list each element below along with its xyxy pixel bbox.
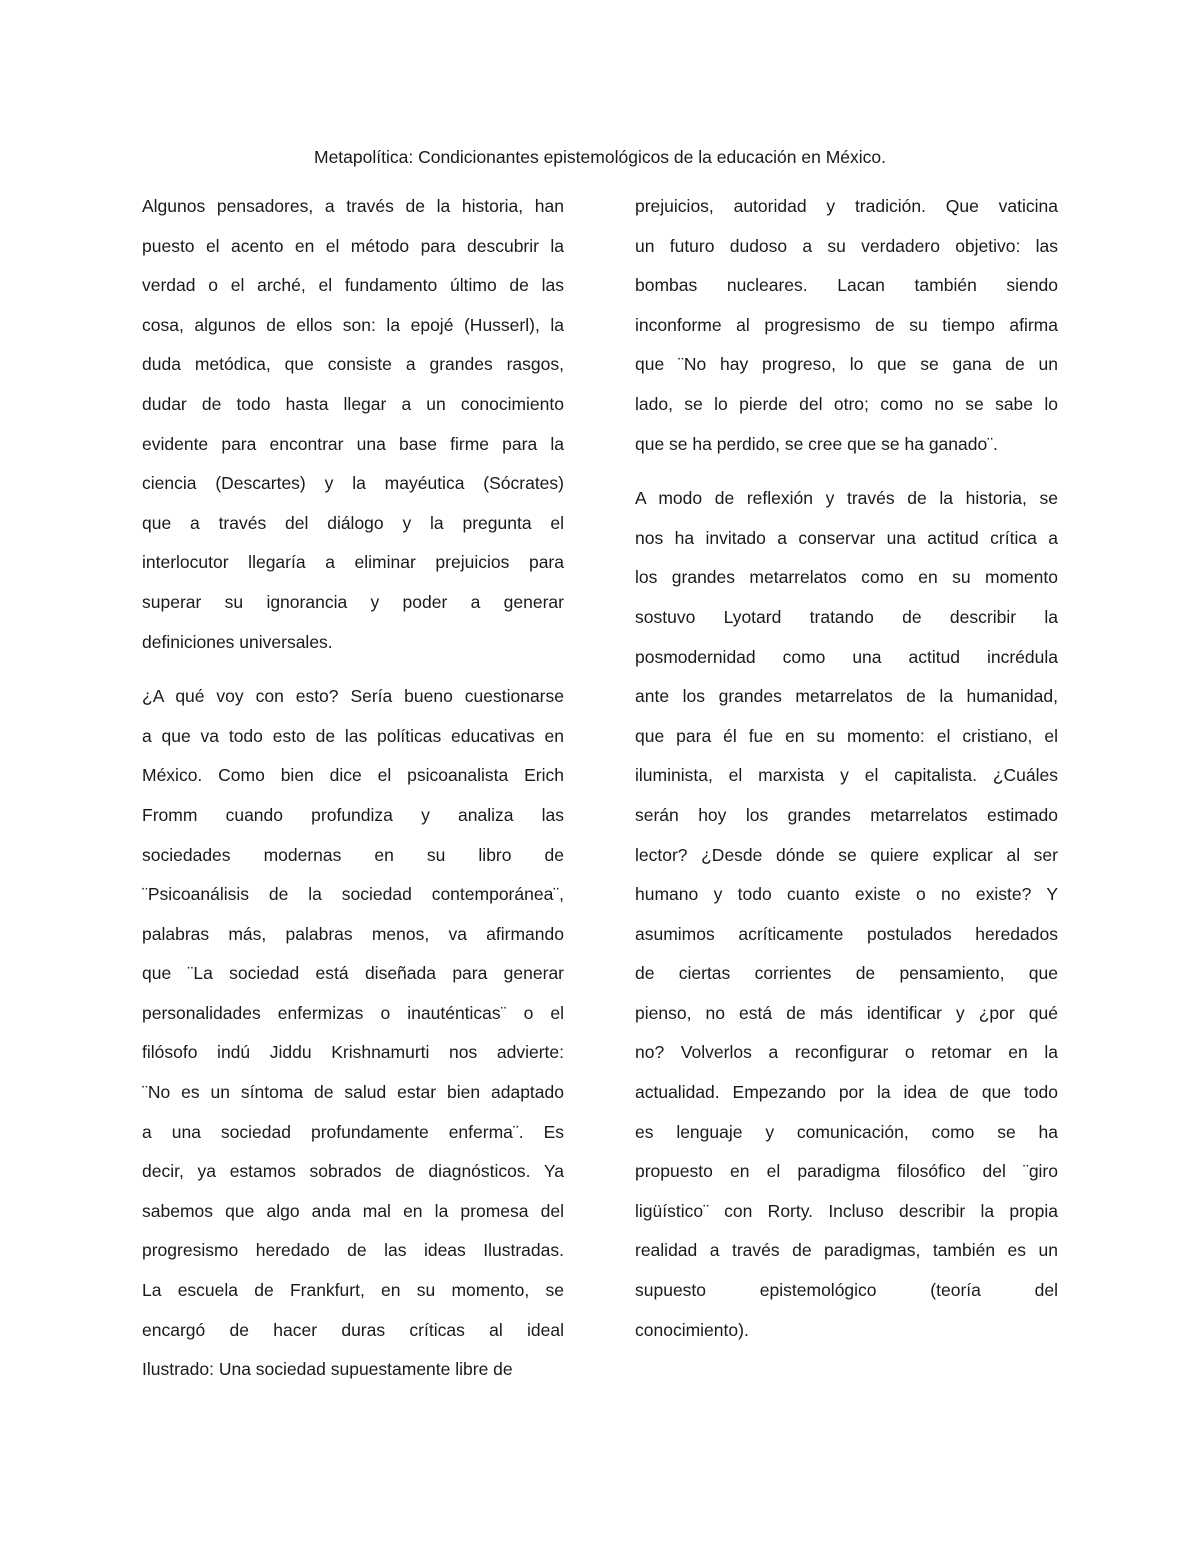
paragraph-line: La escuela de Frankfurt, en su momento, se (142, 1280, 564, 1301)
paragraph-line: propuesto en el paradigma filosófico del ¨giro (635, 1161, 1058, 1182)
paragraph-line: posmodernidad como una actitud incrédula (635, 646, 1058, 667)
right-column (635, 187, 1058, 1365)
paragraph-line: realidad a través de paradigmas, también es un (635, 1240, 1058, 1261)
paragraph-line: definiciones universales. (142, 631, 333, 652)
left-column (142, 187, 564, 1405)
paragraph-line: bombas nucleares. Lacan también siendo (635, 275, 1058, 296)
paragraph-line: sociedades modernas en su libro de (142, 844, 564, 865)
paragraph-line: palabras más, palabras menos, va afirmando (142, 923, 564, 944)
paragraph-line: que se ha perdido, se cree que se ha ganado¨. (635, 433, 998, 454)
paragraph-line: inconforme al progresismo de su tiempo afirma (635, 314, 1058, 335)
paragraph-line: evidente para encontrar una base firme para la (142, 433, 564, 454)
paragraph (142, 677, 564, 1390)
paragraph-line: iluminista, el marxista y el capitalista. ¿Cuáles (635, 765, 1058, 786)
paragraph-line: actualidad. Empezando por la idea de que todo (635, 1082, 1058, 1103)
paragraph-line: que ¨La sociedad está diseñada para generar (142, 963, 564, 984)
paragraph-line: personalidades enfermizas o inauténticas¨ o el (142, 1002, 564, 1023)
paragraph-line: es lenguaje y comunicación, como se ha (635, 1121, 1058, 1142)
paragraph-line: de ciertas corrientes de pensamiento, que (635, 963, 1058, 984)
paragraph-line: A modo de reflexión y través de la historia, se (635, 488, 1058, 509)
paragraph-line: ligüístico¨ con Rorty. Incluso describir la propia (635, 1200, 1058, 1221)
paragraph-line: supuesto epistemológico (teoría del (635, 1280, 1058, 1301)
document-title: Metapolítica: Condicionantes epistemológicos de la educación en México. (314, 147, 886, 167)
paragraph-line: filósofo indú Jiddu Krishnamurti nos advierte: (142, 1042, 564, 1063)
paragraph (635, 479, 1058, 1350)
paragraph-line: sostuvo Lyotard tratando de describir la (635, 606, 1058, 627)
paragraph-line: verdad o el arché, el fundamento último de las (142, 275, 564, 296)
paragraph-line: superar su ignorancia y poder a generar (142, 591, 564, 612)
paragraph-line: ¿A qué voy con esto? Sería bueno cuestionarse (142, 686, 564, 707)
paragraph-line: cosa, algunos de ellos son: la epojé (Husserl), la (142, 314, 564, 335)
paragraph-line: lado, se lo pierde del otro; como no se sabe lo (635, 393, 1058, 414)
paragraph-line: que a través del diálogo y la pregunta el (142, 512, 564, 533)
paragraph-line: decir, ya estamos sobrados de diagnósticos. Ya (142, 1161, 564, 1182)
paragraph-line: serán hoy los grandes metarrelatos estimado (635, 804, 1058, 825)
paragraph-line: encargó de hacer duras críticas al ideal (142, 1319, 564, 1340)
paragraph (635, 187, 1058, 464)
paragraph-line: prejuicios, autoridad y tradición. Que vaticina (635, 196, 1058, 216)
paragraph-line: un futuro dudoso a su verdadero objetivo: las (635, 235, 1058, 256)
paragraph-line: progresismo heredado de las ideas Ilustradas. (142, 1240, 564, 1261)
paragraph-line: humano y todo cuanto existe o no existe? Y (635, 884, 1058, 905)
paragraph-line: los grandes metarrelatos como en su momento (635, 567, 1058, 588)
paragraph-line: Fromm cuando profundiza y analiza las (142, 804, 564, 825)
paragraph-line: Ilustrado: Una sociedad supuestamente libre de (142, 1359, 513, 1380)
paragraph-line: lector? ¿Desde dónde se quiere explicar al ser (635, 844, 1058, 865)
paragraph-line: México. Como bien dice el psicoanalista Erich (142, 765, 564, 786)
paragraph-line: a que va todo esto de las políticas educativas en (142, 725, 564, 746)
paragraph-line: dudar de todo hasta llegar a un conocimiento (142, 393, 564, 414)
paragraph (142, 187, 564, 662)
paragraph-line: ¨No es un síntoma de salud estar bien adaptado (142, 1082, 564, 1103)
paragraph-line: pienso, no está de más identificar y ¿por qué (635, 1002, 1058, 1023)
paragraph-line: asumimos acríticamente postulados heredados (635, 923, 1058, 944)
paragraph-line: ante los grandes metarrelatos de la humanidad, (635, 686, 1058, 707)
paragraph-line: que para él fue en su momento: el cristiano, el (635, 725, 1058, 746)
paragraph-line: interlocutor llegaría a eliminar prejuicios para (142, 552, 564, 573)
paragraph-line: nos ha invitado a conservar una actitud crítica a (635, 527, 1058, 548)
paragraph-line: duda metódica, que consiste a grandes rasgos, (142, 354, 564, 375)
paragraph-line: ¨Psicoanálisis de la sociedad contemporánea¨, (142, 884, 564, 905)
paragraph-line: a una sociedad profundamente enferma¨. Es (142, 1121, 564, 1142)
paragraph-line: sabemos que algo anda mal en la promesa del (142, 1200, 564, 1221)
paragraph-line: puesto el acento en el método para descubrir la (142, 235, 564, 256)
paragraph-line: no? Volverlos a reconfigurar o retomar en la (635, 1042, 1058, 1063)
paragraph-line: conocimiento). (635, 1319, 749, 1340)
paragraph-line: Algunos pensadores, a través de la historia, han (142, 196, 564, 216)
paragraph-line: ciencia (Descartes) y la mayéutica (Sócrates) (142, 473, 564, 494)
paragraph-line: que ¨No hay progreso, lo que se gana de un (635, 354, 1058, 375)
